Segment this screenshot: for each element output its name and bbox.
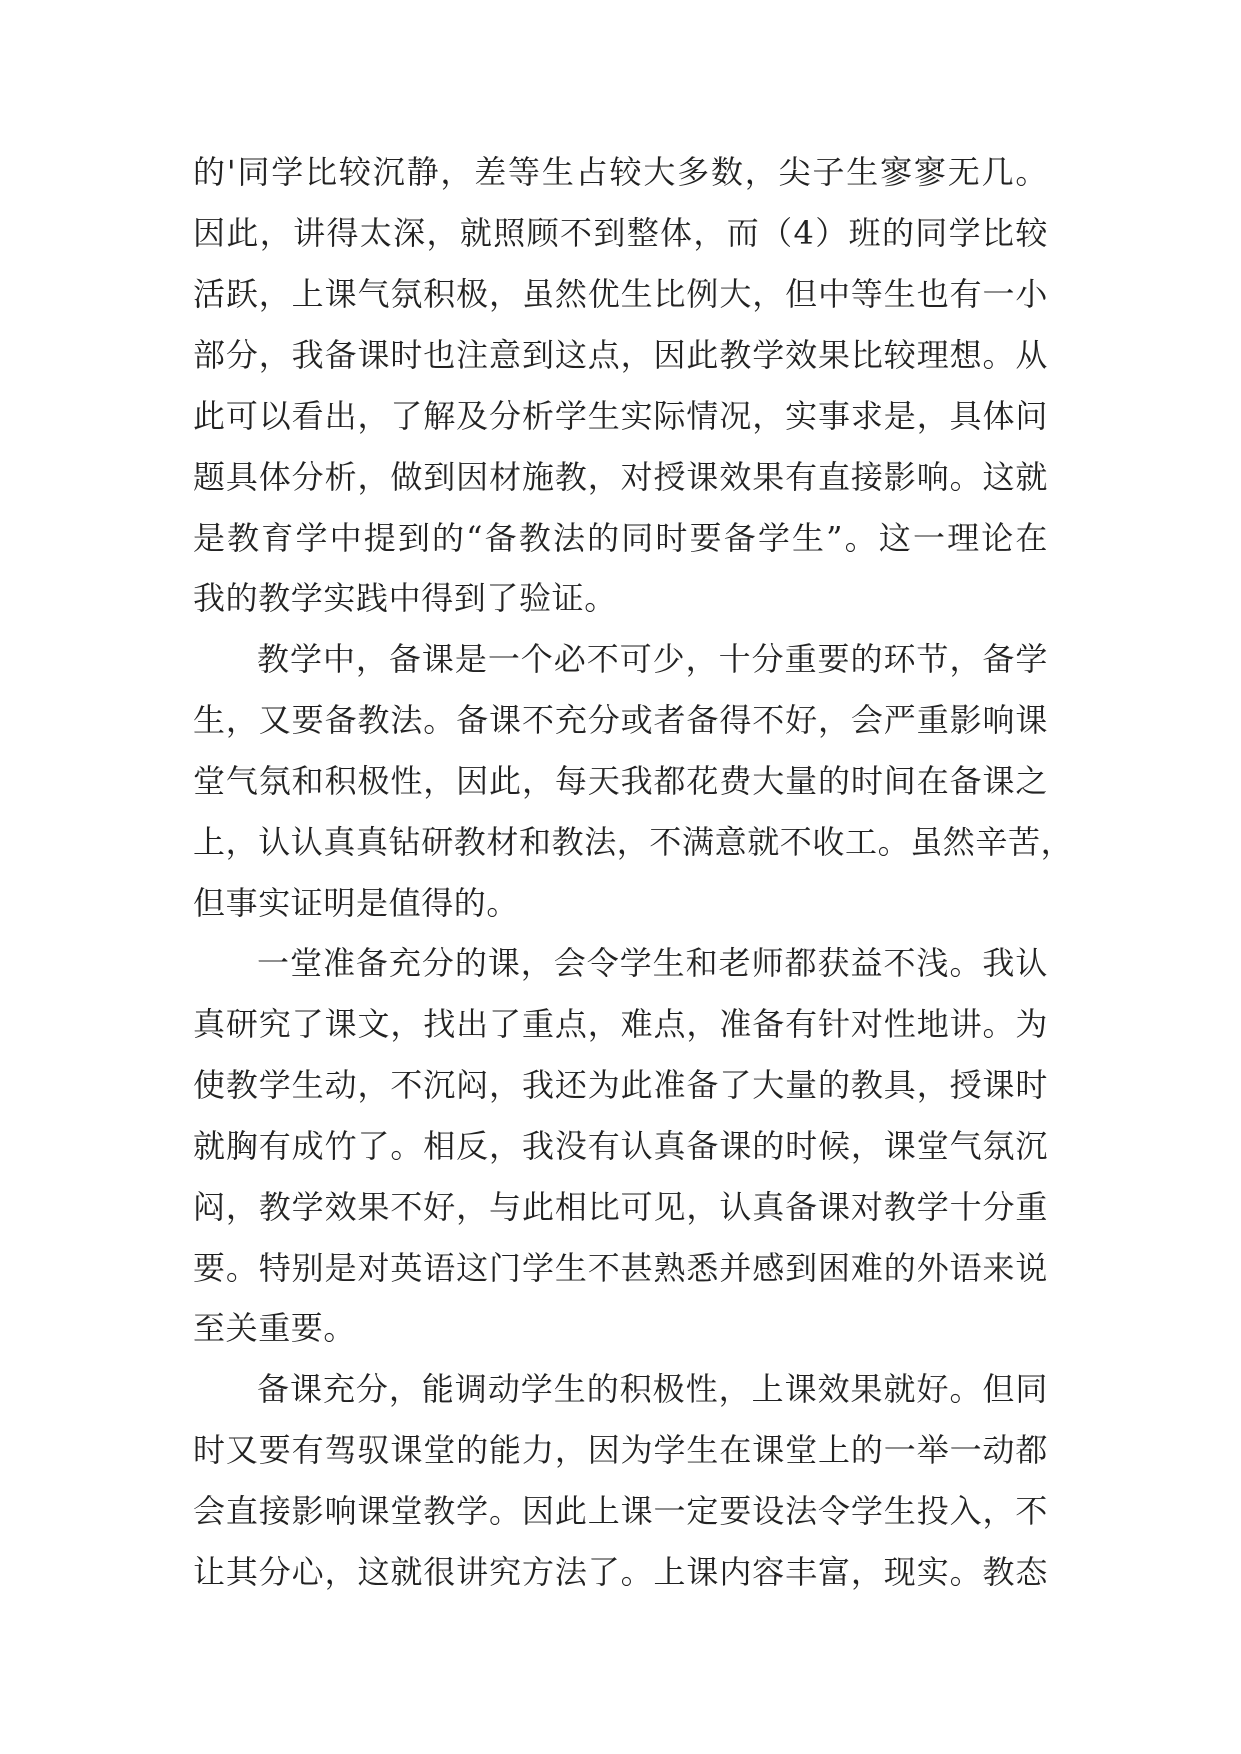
text-line: 会直接影响课堂教学。因此上课一定要设法令学生投入，不 xyxy=(193,1492,1048,1530)
text-line: 闷，教学效果不好，与此相比可见，认真备课对教学十分重 xyxy=(193,1188,1048,1226)
text-line: 真研究了课文，找出了重点，难点，准备有针对性地讲。为 xyxy=(193,1005,1048,1043)
text-line: 就胸有成竹了。相反，我没有认真备课的时候，课堂气氛沉 xyxy=(193,1127,1048,1165)
text-line: 上，认认真真钻研教材和教法，不满意就不收工。虽然辛苦， xyxy=(193,823,1074,861)
text-line: 题具体分析，做到因材施教，对授课效果有直接影响。这就 xyxy=(193,458,1048,496)
text-line: 但事实证明是值得的。 xyxy=(193,884,520,922)
text-line: 时又要有驾驭课堂的能力，因为学生在课堂上的一举一动都 xyxy=(193,1431,1048,1469)
text-line: 备课充分，能调动学生的积极性，上课效果就好。但同 xyxy=(257,1370,1048,1408)
text-line: 使教学生动，不沉闷，我还为此准备了大量的教具，授课时 xyxy=(193,1066,1048,1104)
text-line: 活跃，上课气氛积极，虽然优生比例大，但中等生也有一小 xyxy=(193,275,1048,313)
text-line: 因此，讲得太深，就照顾不到整体，而（4）班的同学比较 xyxy=(193,214,1048,252)
text-line: 是教育学中提到的“备教法的同时要备学生”。这一理论在 xyxy=(193,519,1048,557)
text-line: 让其分心，这就很讲究方法了。上课内容丰富，现实。教态 xyxy=(193,1553,1048,1591)
text-line: 的'同学比较沉静，差等生占较大多数，尖子生寥寥无几。 xyxy=(193,153,1048,191)
text-line: 部分，我备课时也注意到这点，因此教学效果比较理想。从 xyxy=(193,336,1048,374)
text-line: 此可以看出，了解及分析学生实际情况，实事求是，具体问 xyxy=(193,397,1048,435)
text-line: 教学中，备课是一个必不可少，十分重要的环节，备学 xyxy=(257,640,1048,678)
text-line: 堂气氛和积极性，因此，每天我都花费大量的时间在备课之 xyxy=(193,762,1048,800)
text-line: 要。特别是对英语这门学生不甚熟悉并感到困难的外语来说 xyxy=(193,1249,1048,1287)
text-line: 至关重要。 xyxy=(193,1309,357,1347)
text-line: 我的教学实践中得到了验证。 xyxy=(193,579,617,617)
text-line: 生，又要备教法。备课不充分或者备得不好，会严重影响课 xyxy=(193,701,1048,739)
text-line: 一堂准备充分的课，会令学生和老师都获益不浅。我认 xyxy=(257,944,1048,982)
